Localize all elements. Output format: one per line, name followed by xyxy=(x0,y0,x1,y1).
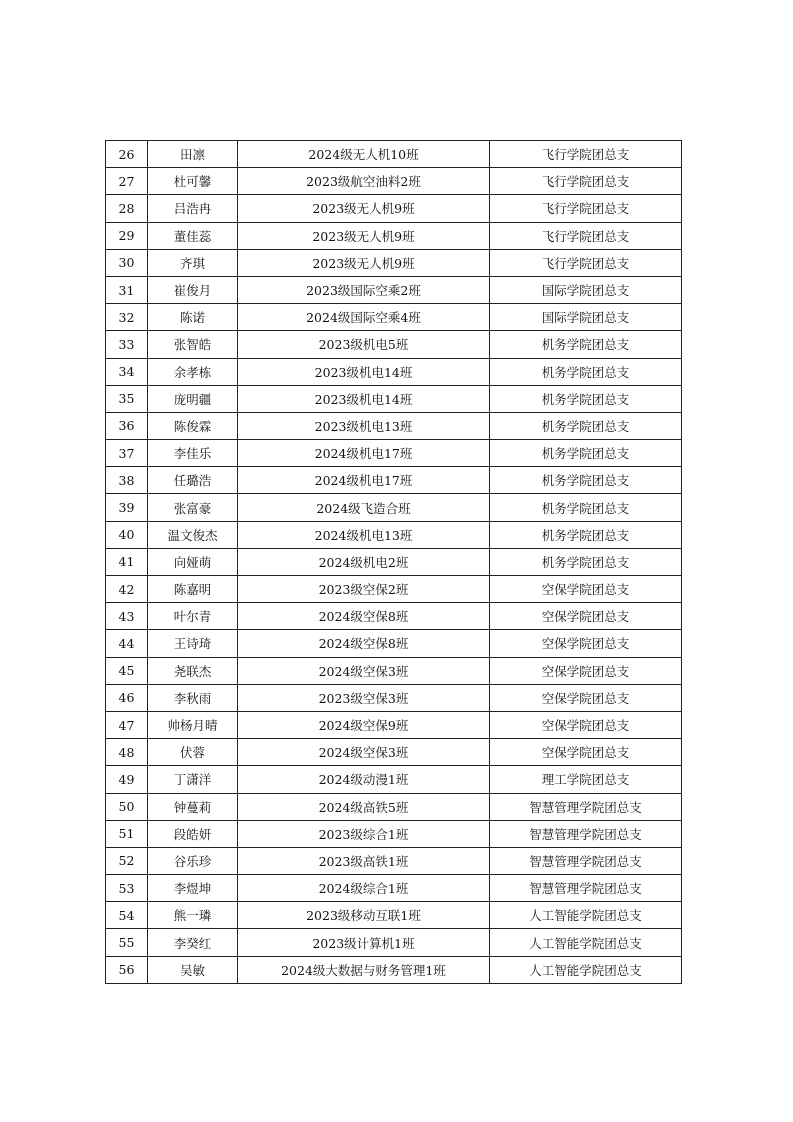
table-row xyxy=(106,630,682,657)
organization-cell: 智慧管理学院团总支 xyxy=(490,793,682,820)
class-cell: 2024级空保8班 xyxy=(238,630,490,657)
student-name-cell: 任璐浩 xyxy=(148,467,238,494)
table-row xyxy=(106,222,682,249)
table-row xyxy=(106,385,682,412)
table-row xyxy=(106,141,682,168)
student-name-cell: 陈嘉明 xyxy=(148,576,238,603)
class-cell: 2023级机电5班 xyxy=(238,331,490,358)
row-number-cell: 49 xyxy=(106,766,148,793)
table-row xyxy=(106,467,682,494)
organization-cell: 机务学院团总支 xyxy=(490,440,682,467)
student-name-cell: 丁潇洋 xyxy=(148,766,238,793)
row-number-cell: 56 xyxy=(106,956,148,983)
student-name-cell: 熊一璘 xyxy=(148,902,238,929)
class-cell: 2023级航空油料2班 xyxy=(238,168,490,195)
organization-cell: 机务学院团总支 xyxy=(490,494,682,521)
student-name-cell: 段皓妍 xyxy=(148,820,238,847)
class-cell: 2023级国际空乘2班 xyxy=(238,276,490,303)
student-name-cell: 叶尔青 xyxy=(148,603,238,630)
row-number-cell: 35 xyxy=(106,385,148,412)
class-cell: 2023级无人机9班 xyxy=(238,249,490,276)
class-cell: 2023级计算机1班 xyxy=(238,929,490,956)
table-row xyxy=(106,875,682,902)
row-number-cell: 54 xyxy=(106,902,148,929)
class-cell: 2024级大数据与财务管理1班 xyxy=(238,956,490,983)
organization-cell: 机务学院团总支 xyxy=(490,331,682,358)
table-row xyxy=(106,548,682,575)
student-name-cell: 张富豪 xyxy=(148,494,238,521)
student-name-cell: 杜可馨 xyxy=(148,168,238,195)
row-number-cell: 34 xyxy=(106,358,148,385)
class-cell: 2024级空保3班 xyxy=(238,739,490,766)
table-row xyxy=(106,956,682,983)
organization-cell: 空保学院团总支 xyxy=(490,630,682,657)
organization-cell: 人工智能学院团总支 xyxy=(490,956,682,983)
table-row xyxy=(106,331,682,358)
table-row xyxy=(106,304,682,331)
class-cell: 2024级机电13班 xyxy=(238,521,490,548)
class-cell: 2023级移动互联1班 xyxy=(238,902,490,929)
student-name-cell: 伏蓉 xyxy=(148,739,238,766)
class-cell: 2023级空保3班 xyxy=(238,684,490,711)
student-name-cell: 帅杨月晴 xyxy=(148,711,238,738)
table-row xyxy=(106,521,682,548)
student-name-cell: 向娅萌 xyxy=(148,548,238,575)
row-number-cell: 38 xyxy=(106,467,148,494)
row-number-cell: 27 xyxy=(106,168,148,195)
student-name-cell: 李秋雨 xyxy=(148,684,238,711)
row-number-cell: 44 xyxy=(106,630,148,657)
organization-cell: 空保学院团总支 xyxy=(490,657,682,684)
class-cell: 2024级空保8班 xyxy=(238,603,490,630)
organization-cell: 空保学院团总支 xyxy=(490,739,682,766)
class-cell: 2023级机电14班 xyxy=(238,385,490,412)
organization-cell: 飞行学院团总支 xyxy=(490,222,682,249)
table-row xyxy=(106,440,682,467)
class-cell: 2023级无人机9班 xyxy=(238,195,490,222)
row-number-cell: 30 xyxy=(106,249,148,276)
row-number-cell: 45 xyxy=(106,657,148,684)
table-row xyxy=(106,711,682,738)
class-cell: 2024级无人机10班 xyxy=(238,141,490,168)
table-row xyxy=(106,494,682,521)
row-number-cell: 48 xyxy=(106,739,148,766)
student-name-cell: 吕浩冉 xyxy=(148,195,238,222)
class-cell: 2023级空保2班 xyxy=(238,576,490,603)
organization-cell: 飞行学院团总支 xyxy=(490,249,682,276)
class-cell: 2024级机电2班 xyxy=(238,548,490,575)
student-name-cell: 余孝栋 xyxy=(148,358,238,385)
organization-cell: 智慧管理学院团总支 xyxy=(490,847,682,874)
organization-cell: 人工智能学院团总支 xyxy=(490,902,682,929)
organization-cell: 机务学院团总支 xyxy=(490,358,682,385)
class-cell: 2023级机电14班 xyxy=(238,358,490,385)
class-cell: 2023级高铁1班 xyxy=(238,847,490,874)
class-cell: 2024级空保3班 xyxy=(238,657,490,684)
student-name-cell: 温文俊杰 xyxy=(148,521,238,548)
organization-cell: 空保学院团总支 xyxy=(490,603,682,630)
student-name-cell: 董佳蕊 xyxy=(148,222,238,249)
row-number-cell: 51 xyxy=(106,820,148,847)
organization-cell: 空保学院团总支 xyxy=(490,576,682,603)
table-row xyxy=(106,739,682,766)
row-number-cell: 52 xyxy=(106,847,148,874)
row-number-cell: 26 xyxy=(106,141,148,168)
table-row xyxy=(106,929,682,956)
organization-cell: 飞行学院团总支 xyxy=(490,141,682,168)
table-row xyxy=(106,576,682,603)
class-cell: 2024级综合1班 xyxy=(238,875,490,902)
table-row xyxy=(106,684,682,711)
table-row xyxy=(106,847,682,874)
student-name-cell: 齐琪 xyxy=(148,249,238,276)
table-row xyxy=(106,358,682,385)
row-number-cell: 47 xyxy=(106,711,148,738)
table-row xyxy=(106,657,682,684)
student-name-cell: 田凛 xyxy=(148,141,238,168)
student-name-cell: 谷乐珍 xyxy=(148,847,238,874)
class-cell: 2024级机电17班 xyxy=(238,467,490,494)
table-row xyxy=(106,793,682,820)
student-name-cell: 王诗琦 xyxy=(148,630,238,657)
organization-cell: 理工学院团总支 xyxy=(490,766,682,793)
roster-table xyxy=(105,140,682,984)
student-name-cell: 李煜坤 xyxy=(148,875,238,902)
organization-cell: 智慧管理学院团总支 xyxy=(490,875,682,902)
student-name-cell: 崔俊月 xyxy=(148,276,238,303)
row-number-cell: 36 xyxy=(106,412,148,439)
organization-cell: 空保学院团总支 xyxy=(490,684,682,711)
student-name-cell: 尧联杰 xyxy=(148,657,238,684)
organization-cell: 机务学院团总支 xyxy=(490,467,682,494)
organization-cell: 飞行学院团总支 xyxy=(490,195,682,222)
row-number-cell: 40 xyxy=(106,521,148,548)
row-number-cell: 33 xyxy=(106,331,148,358)
row-number-cell: 31 xyxy=(106,276,148,303)
student-name-cell: 李癸红 xyxy=(148,929,238,956)
table-row xyxy=(106,276,682,303)
class-cell: 2024级空保9班 xyxy=(238,711,490,738)
organization-cell: 国际学院团总支 xyxy=(490,304,682,331)
class-cell: 2023级机电13班 xyxy=(238,412,490,439)
row-number-cell: 50 xyxy=(106,793,148,820)
student-name-cell: 陈俊霖 xyxy=(148,412,238,439)
organization-cell: 国际学院团总支 xyxy=(490,276,682,303)
row-number-cell: 55 xyxy=(106,929,148,956)
class-cell: 2024级飞造合班 xyxy=(238,494,490,521)
student-name-cell: 陈诺 xyxy=(148,304,238,331)
table-row xyxy=(106,168,682,195)
student-name-cell: 吴敏 xyxy=(148,956,238,983)
class-cell: 2024级国际空乘4班 xyxy=(238,304,490,331)
organization-cell: 智慧管理学院团总支 xyxy=(490,820,682,847)
organization-cell: 机务学院团总支 xyxy=(490,385,682,412)
organization-cell: 机务学院团总支 xyxy=(490,412,682,439)
organization-cell: 人工智能学院团总支 xyxy=(490,929,682,956)
row-number-cell: 32 xyxy=(106,304,148,331)
organization-cell: 机务学院团总支 xyxy=(490,548,682,575)
row-number-cell: 43 xyxy=(106,603,148,630)
organization-cell: 机务学院团总支 xyxy=(490,521,682,548)
roster-body xyxy=(106,141,682,984)
row-number-cell: 29 xyxy=(106,222,148,249)
student-name-cell: 庞明疆 xyxy=(148,385,238,412)
table-row xyxy=(106,412,682,439)
row-number-cell: 39 xyxy=(106,494,148,521)
row-number-cell: 46 xyxy=(106,684,148,711)
class-cell: 2024级动漫1班 xyxy=(238,766,490,793)
organization-cell: 空保学院团总支 xyxy=(490,711,682,738)
class-cell: 2024级高铁5班 xyxy=(238,793,490,820)
table-row xyxy=(106,820,682,847)
row-number-cell: 42 xyxy=(106,576,148,603)
class-cell: 2023级综合1班 xyxy=(238,820,490,847)
class-cell: 2024级机电17班 xyxy=(238,440,490,467)
table-row xyxy=(106,902,682,929)
row-number-cell: 53 xyxy=(106,875,148,902)
organization-cell: 飞行学院团总支 xyxy=(490,168,682,195)
row-number-cell: 41 xyxy=(106,548,148,575)
table-row xyxy=(106,766,682,793)
table-row xyxy=(106,249,682,276)
table-row xyxy=(106,195,682,222)
student-name-cell: 钟蔓莉 xyxy=(148,793,238,820)
row-number-cell: 37 xyxy=(106,440,148,467)
student-name-cell: 张智皓 xyxy=(148,331,238,358)
class-cell: 2023级无人机9班 xyxy=(238,222,490,249)
row-number-cell: 28 xyxy=(106,195,148,222)
student-name-cell: 李佳乐 xyxy=(148,440,238,467)
table-row xyxy=(106,603,682,630)
